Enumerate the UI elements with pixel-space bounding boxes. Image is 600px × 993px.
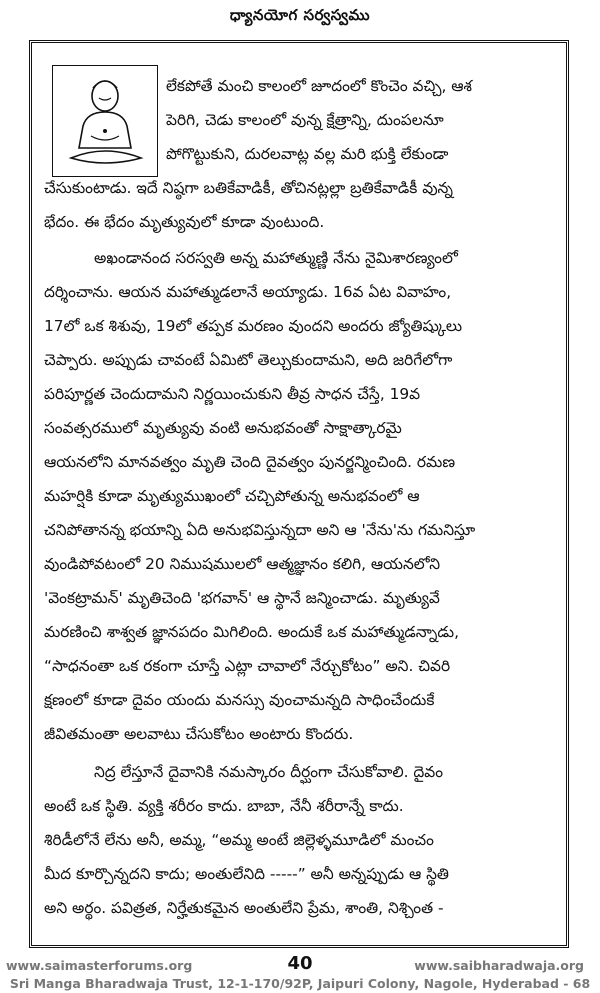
text-line: చెప్పారు. అప్పుడు చావంటే ఏమిటో తెల్చుకుందామని, అది జరిగేలోగా: [44, 351, 453, 369]
text-line: ఆయనలోని మానవత్వం మృతి చెంది దైవత్వం పునర్జన్మించింది. రమణ: [44, 453, 456, 471]
text-line: 'వెంకట్రామన్' మృతిచెంది 'భగవాన్' ఆ స్థానే జన్మించాడు. మృత్యువే: [44, 589, 440, 607]
text-line: పోగొట్టుకుని, దురలవాట్ల వల్ల మరి భుక్తి లేకుండా: [166, 145, 449, 163]
text-line: అంటే ఒక స్థితి. వ్యక్తి శరీరం కాదు. బాబా, నేనీ శరీరాన్నే కాదు.: [44, 797, 404, 815]
text-area: [44, 55, 556, 935]
footer-website-right[interactable]: www.saibharadwaja.org: [414, 958, 584, 973]
text-line: “సాధనంతా ఒక రకంగా చూస్తే ఎట్లా చావాలో నేర్చుకోటం” అని. చివరి: [44, 657, 451, 675]
text-line: వుండిపోవటంలో 20 నిముషములలో ఆత్మజ్ఞానం కలిగి, ఆయనలోని: [44, 555, 441, 573]
text-line: పెరిగి, చెడు కాలంలో వున్న క్షేత్రాన్ని, దుంపలనూ: [166, 111, 444, 129]
text-line: మీద కూర్చొన్నదని కాదు; అంతులేనిది -----” అనీ అన్నప్పుడు ఆ స్థితి: [44, 865, 449, 883]
text-line: అని అర్థం. పవిత్రత, నిర్హేతుకమైన అంతులేని ప్రేమ, శాంతి, నిశ్చింత -: [44, 899, 444, 917]
text-line: చనిపోతానన్న భయాన్ని ఏది అనుభవిస్తున్నదా అని ఆ 'నేను'ను గమనిస్తూ: [44, 521, 476, 539]
text-line: దర్శించాను. ఆయన మహాత్ముడలానే అయ్యాడు. 16వ ఏట వివాహం,: [44, 283, 452, 301]
footer-website-left[interactable]: www.saimasterforums.org: [6, 958, 193, 973]
text-line: అఖండానంద సరస్వతి అన్న మహాత్ముణ్ణి నేను నైమిశారణ్యంలో: [94, 249, 458, 267]
text-line: భేదం. ఈ భేదం మృత్యువులో కూడా వుంటుంది.: [44, 213, 325, 231]
text-line: లేకపోతే మంచి కాలంలో జూదంలో కొంచెం వచ్చి, ఆశ: [166, 77, 472, 95]
book-title: ధ్యానయోగ సర్వస్వము: [229, 6, 371, 24]
page-frame: [29, 40, 569, 948]
text-line: సంవత్సరములో మృత్యువు వంటి అనుభవంతో సాక్షాత్కారమై: [44, 419, 402, 437]
text-line: చేసుకుంటాడు. ఇదే నిష్ఠగా బతికేవాడికీ, తోచినట్లల్లా బ్రతికేవాడికీ వున్న: [44, 179, 453, 197]
text-line: పరిపూర్ణత చెందుదామని నిర్ణయించుకుని తీవ్ర సాధన చేస్తే, 19వ: [44, 385, 421, 403]
portrait-illustration-icon: [52, 65, 158, 177]
text-line: మరణించి శాశ్వత జ్ఞానపదం మిగిలింది. అందుకే ఒక మహాత్ముడన్నాడు,: [44, 623, 459, 641]
text-line: శిరిడీలోనే లేను అనీ, అమ్మ, “అమ్మ అంటే జిల్లెళ్ళమూడిలో మంచం: [44, 831, 434, 849]
text-line: నిద్ర లేస్తూనే దైవానికి నమస్కారం దీర్ఘంగా చేసుకోవాలి. దైవం: [94, 763, 444, 781]
publisher-address: Sri Manga Bharadwaja Trust, 12-1-170/92P, Jaipuri Colony, Nagole, Hyderabad - 68: [9, 976, 591, 991]
text-line: క్షణంలో కూడా దైవం యందు మనస్సు వుంచామన్నది సాధించేందుకే: [44, 691, 435, 709]
text-line: జీవితమంతా అలవాటు చేసుకోటం అంటారు కొందరు.: [44, 725, 354, 743]
text-line: 17లో ఒక శిశువు, 19లో తప్పక మరణం వుందని అందరు జ్యోతిష్కులు: [44, 317, 463, 335]
text-line: మహర్షికి కూడా మృత్యుముఖంలో చచ్చిపోతున్న అనుభవంలో ఆ: [44, 487, 420, 505]
page-number: 40: [287, 953, 313, 974]
